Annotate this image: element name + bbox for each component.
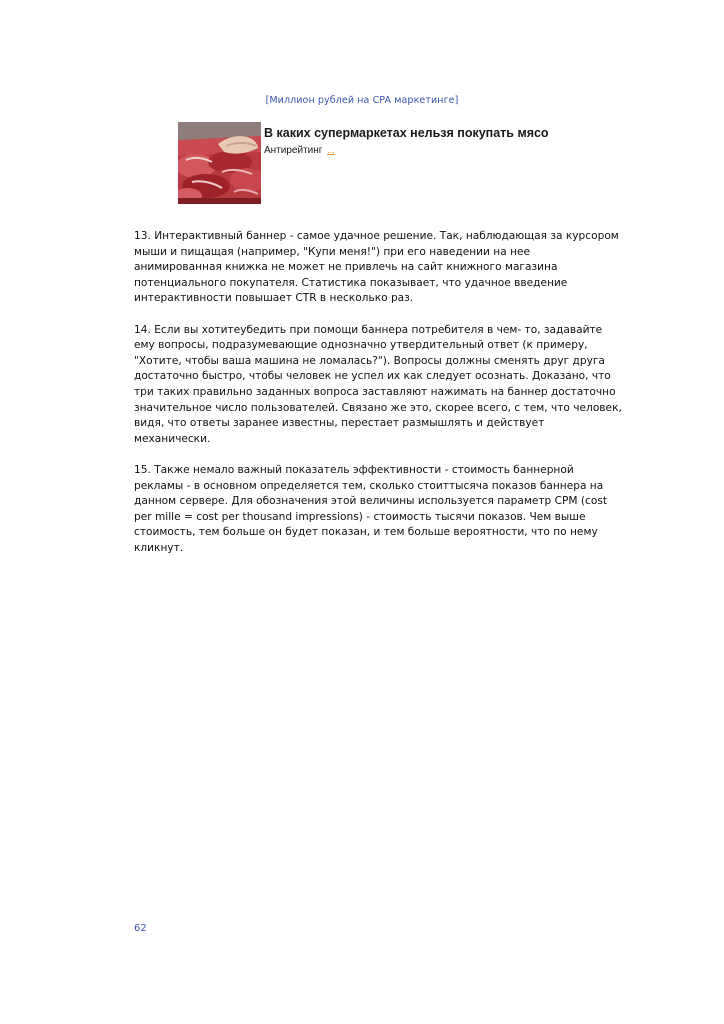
page-number: 62 [134,923,147,934]
text-line: ему вопросы, подразумевающие однозначно утвердительный ответ (к примеру, [134,339,588,352]
text-line: 13. Интерактивный баннер - самое удачное решение. Так, наблюдающая за курсором [134,230,619,242]
text-line: "Хотите, чтобы ваша машина не ломалась?"). Вопросы должны сменять друг друга [134,354,605,367]
text-line: per mille = cost per thousand impressions) - стоимость тысячи показов. Чем выше [134,510,586,523]
text-line: 14. Если вы хотитеубедить при помощи баннера потребителя в чем- то, задавайте [134,323,603,336]
meat-photo[interactable] [178,122,261,204]
ad-subtitle-text: Антирейтинг [264,145,323,156]
text-line: видя, что ответы заранее известны, перестает размышлять и действует [134,417,545,430]
text-line: рекламы - в основном определяется тем, сколько стоиттысяча показов баннера на [134,479,604,492]
ad-subtitle [264,145,335,156]
text-line: интерактивности повышает CTR в несколько раз. [134,292,414,305]
text-line: потенциального покупателя. Статистика показывает, что удачное введение [134,276,568,289]
ad-title[interactable]: В каких супермаркетах нельзя покупать мясо [264,126,549,140]
paragraph-13 [134,229,619,307]
ad-banner[interactable] [178,122,548,204]
text-line: анимированная книжка не может не привлечь на сайт книжного магазина [134,261,558,274]
paragraph-14 [134,323,622,448]
text-line: кликнут. [134,541,184,554]
text-line: достаточно быстро, чтобы человек не успел их как следует осознать. Доказано, что [134,370,611,383]
body-text [134,229,622,572]
text-line: стоимость, тем больше он будет показан, и тем больше вероятности, что по нему [134,526,598,539]
running-header: [Миллион рублей на CPA маркетинге] [265,95,459,106]
text-line: значительное число пользователей. Связано же это, скорее всего, с тем, что человек, [134,401,622,414]
text-line: мыши и пищащая (например, "Купи меня!") при его наведении на нее [134,245,531,258]
text-line: три таких правильно заданных вопроса заставляют нажимать на баннер достаточно [134,385,616,398]
text-line: механически. [134,432,211,445]
paragraph-15 [134,463,614,557]
text-line: данном сервере. Для обозначения этой величины используется параметр CPM (cost [134,495,608,508]
ad-more-link[interactable]: ... [327,145,335,155]
text-line: 15. Также немало важный показатель эффективности - стоимость баннерной [134,463,574,476]
